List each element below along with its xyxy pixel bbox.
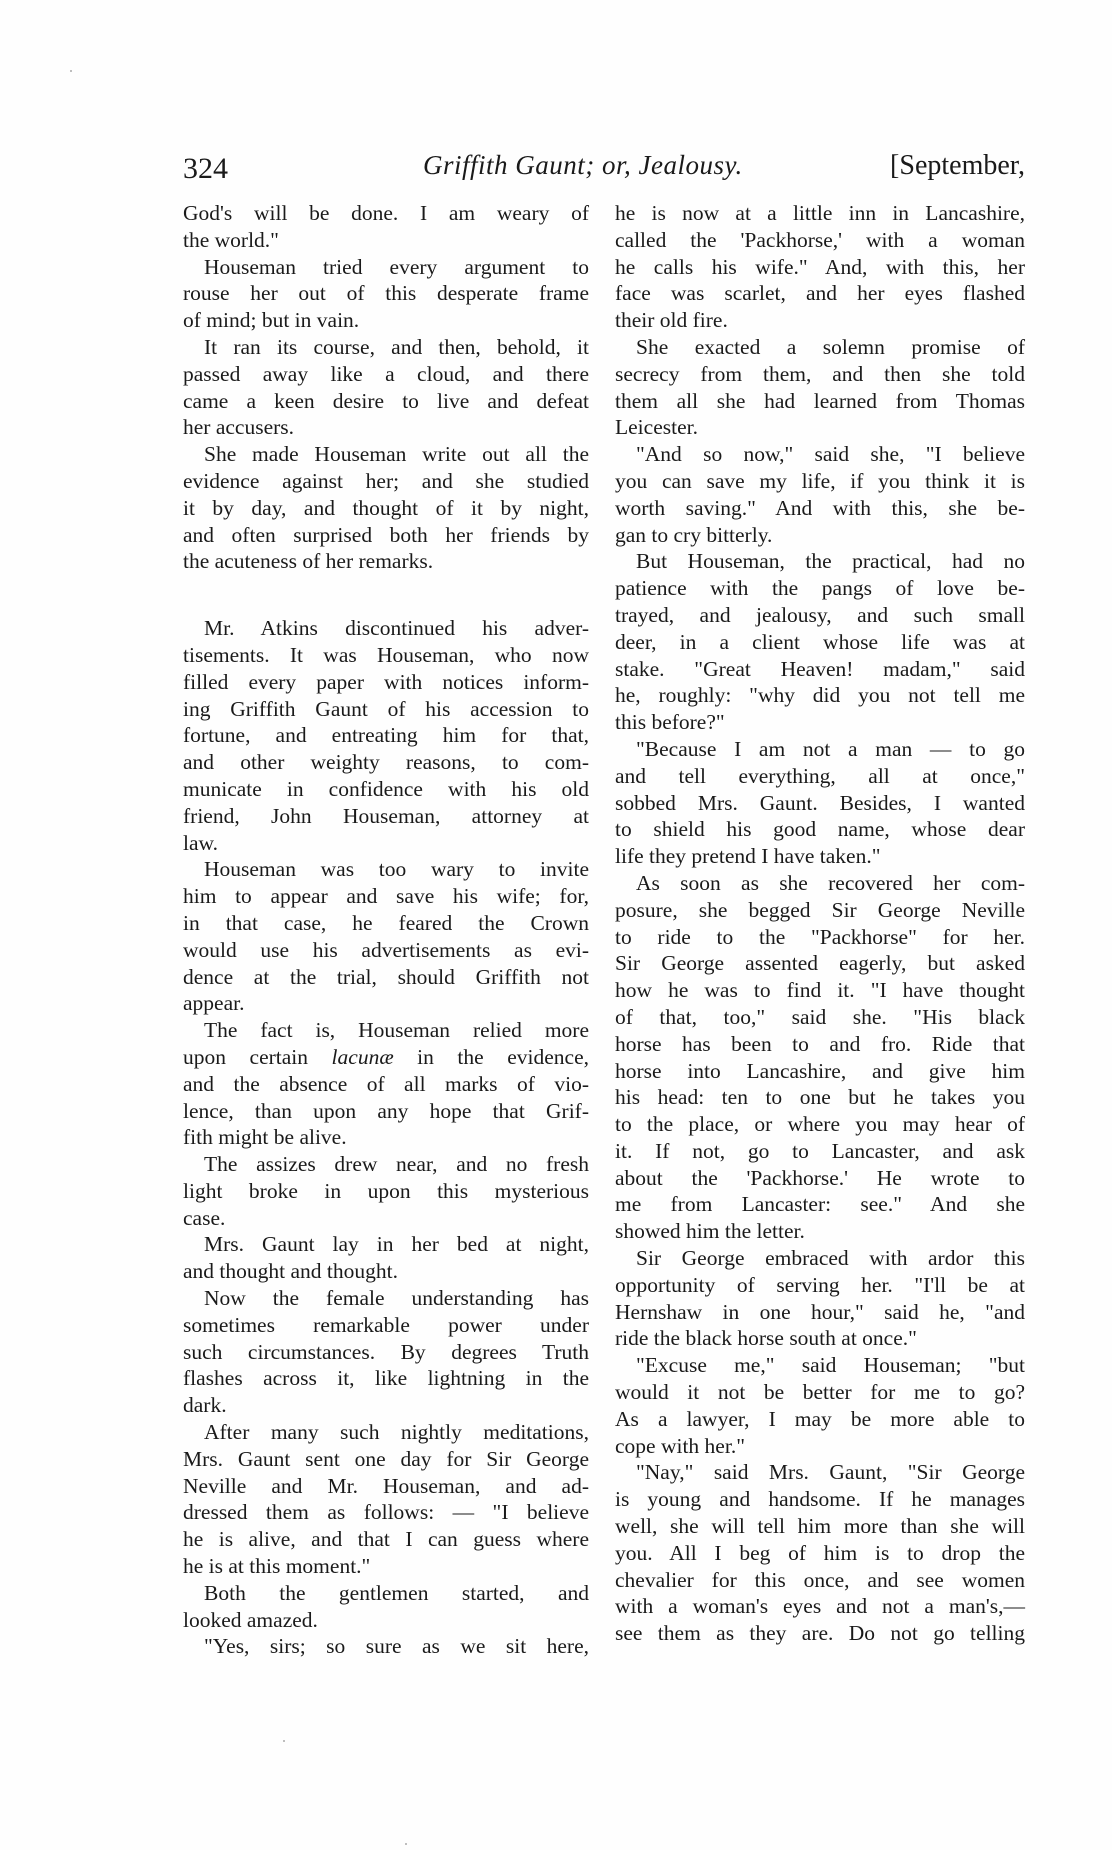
text-line: of that, too," said she. "His black: [615, 1004, 1025, 1029]
text-line: ride the black horse south at once.": [615, 1326, 917, 1351]
text-segment: upon certain: [183, 1044, 332, 1069]
text-line: well, she will tell him more than she will: [615, 1514, 1025, 1539]
text-line: how he was to find it. "I have thought: [615, 978, 1025, 1003]
running-header: [183, 150, 1025, 190]
paragraph: [183, 1017, 589, 1151]
text-line: [183, 1044, 589, 1071]
text-line: evidence against her; and she studied: [183, 468, 589, 493]
text-line: flashes across it, like lightning in the: [183, 1366, 589, 1391]
text-line: Leicester.: [615, 415, 698, 440]
text-line: Mrs. Gaunt lay in her bed at night,: [204, 1232, 589, 1257]
text-line: me from Lancaster: see." And she: [615, 1192, 1025, 1217]
paragraph: [183, 856, 589, 1017]
text-line: life they pretend I have taken.": [615, 844, 881, 869]
text-line: passed away like a cloud, and there: [183, 361, 589, 386]
text-line: appear.: [183, 991, 245, 1016]
text-line: lence, than upon any hope that Grif-: [183, 1098, 589, 1123]
text-line: he is at this moment.": [183, 1554, 371, 1579]
paragraph: [183, 1285, 589, 1419]
text-line: and the absence of all marks of vio-: [183, 1071, 589, 1096]
text-line: deer, in a client whose life was at: [615, 629, 1025, 654]
text-line: to ride to the "Packhorse" for her.: [615, 924, 1025, 949]
page-number: 324: [183, 152, 228, 185]
paragraph: [615, 1245, 1025, 1352]
text-line: sometimes remarkable power under: [183, 1312, 589, 1337]
paragraph: [615, 200, 1025, 334]
text-line: you. All I beg of him is to drop the: [615, 1540, 1025, 1565]
text-line: "And so now," said she, "I believe: [636, 442, 1025, 467]
left-column: [183, 200, 589, 1660]
paragraph: [615, 736, 1025, 870]
text-line: God's will be done. I am weary of: [183, 201, 589, 225]
text-line: The fact is, Houseman relied more: [204, 1018, 589, 1043]
text-line: them all she had learned from Thomas: [615, 388, 1025, 413]
paragraph: [183, 1419, 589, 1580]
text-line: and tell everything, all at once,": [615, 763, 1025, 788]
section-break: [183, 575, 589, 615]
text-line: Mrs. Gaunt sent one day for Sir George: [183, 1446, 589, 1471]
text-line: horse into Lancashire, and give him: [615, 1058, 1025, 1083]
text-line: you can save my life, if you think it is: [615, 468, 1025, 493]
paragraph: [615, 548, 1025, 736]
text-line: their old fire.: [615, 308, 728, 333]
text-line: Sir George assented eagerly, but asked: [615, 951, 1025, 976]
paragraph: [183, 1633, 589, 1660]
text-line: and other weighty reasons, to com-: [183, 750, 589, 775]
paragraph: [615, 441, 1025, 548]
text-line: the acuteness of her remarks.: [183, 549, 434, 574]
text-line: Mr. Atkins discontinued his adver-: [204, 616, 589, 641]
text-line: patience with the pangs of love be-: [615, 576, 1025, 601]
scan-speck: [405, 1843, 407, 1845]
text-line: would use his advertisements as evi-: [183, 937, 589, 962]
text-line: he is now at a little inn in Lancashire,: [615, 201, 1025, 225]
text-line: secrecy from them, and then she told: [615, 361, 1025, 386]
paragraph: [183, 1231, 589, 1285]
text-line: and thought and thought.: [183, 1259, 398, 1284]
scan-speck: [70, 70, 72, 72]
text-segment: in the evidence,: [393, 1044, 589, 1069]
text-line: She made Houseman write out all the: [204, 442, 589, 467]
text-line: ing Griffith Gaunt of his accession to: [183, 696, 589, 721]
text-line: he calls his wife." And, with this, her: [615, 254, 1025, 279]
paragraph: [183, 334, 589, 441]
text-line: As soon as she recovered her com-: [636, 870, 1025, 895]
text-line: As a lawyer, I may be more able to: [615, 1406, 1025, 1431]
text-line: fortune, and entreating him for that,: [183, 723, 589, 748]
text-line: dence at the trial, should Griffith not: [183, 964, 589, 989]
text-line: face was scarlet, and her eyes flashed: [615, 281, 1025, 306]
text-line: and often surprised both her friends by: [183, 522, 589, 547]
text-line: gan to cry bitterly.: [615, 522, 773, 547]
text-line: She exacted a solemn promise of: [636, 334, 1025, 359]
text-line: Sir George embraced with ardor this: [636, 1246, 1025, 1271]
text-line: this before?": [615, 710, 725, 735]
text-line: would it not be better for me to go?: [615, 1380, 1025, 1405]
text-line: Houseman tried every argument to: [204, 254, 589, 279]
paragraph: [615, 870, 1025, 1245]
text-line: Both the gentlemen started, and: [204, 1580, 589, 1605]
text-line: he, roughly: "why did you not tell me: [615, 683, 1025, 708]
scan-speck: [283, 1740, 285, 1742]
text-line: "Excuse me," said Houseman; "but: [636, 1353, 1025, 1378]
text-line: to shield his good name, whose dear: [615, 817, 1025, 842]
text-line: called the 'Packhorse,' with a woman: [615, 227, 1025, 252]
text-line: posure, she begged Sir George Neville: [615, 897, 1025, 922]
text-line: worth saving." And with this, she be-: [615, 495, 1025, 520]
text-line: came a keen desire to live and defeat: [183, 388, 589, 413]
text-line: trayed, and jealousy, and such small: [615, 602, 1025, 627]
text-line: municate in confidence with his old: [183, 776, 589, 801]
text-line: with a woman's eyes and not a man's,—: [615, 1594, 1025, 1619]
paragraph: [615, 334, 1025, 441]
text-line: opportunity of serving her. "I'll be at: [615, 1272, 1025, 1297]
text-line: dark.: [183, 1393, 227, 1418]
text-line: he is alive, and that I can guess where: [183, 1527, 589, 1552]
text-line: Neville and Mr. Houseman, and ad-: [183, 1473, 589, 1498]
text-line: see them as they are. Do not go telling: [615, 1621, 1025, 1646]
text-line: filled every paper with notices inform-: [183, 669, 589, 694]
text-line: stake. "Great Heaven! madam," said: [615, 656, 1025, 681]
text-line: chevalier for this once, and see women: [615, 1567, 1025, 1592]
text-line: It ran its course, and then, behold, it: [204, 334, 589, 359]
text-line: his head: ten to one but he takes you: [615, 1085, 1025, 1110]
text-line: her accusers.: [183, 415, 295, 440]
running-title: Griffith Gaunt; or, Jealousy.: [423, 150, 743, 180]
text-line: rouse her out of this desperate frame: [183, 281, 589, 306]
text-line: "Yes, sirs; so sure as we sit here,: [204, 1634, 589, 1659]
text-line: The assizes drew near, and no fresh: [204, 1152, 589, 1177]
text-line: Houseman was too wary to invite: [204, 857, 589, 882]
text-line: friend, John Houseman, attorney at: [183, 803, 589, 828]
text-line: After many such nightly meditations,: [204, 1420, 589, 1445]
text-line: it by day, and thought of it by night,: [183, 495, 589, 520]
text-line: to the place, or where you may hear of: [615, 1112, 1025, 1137]
text-line: showed him the letter.: [615, 1219, 805, 1244]
text-line: "Because I am not a man — to go: [636, 736, 1025, 761]
text-line: in that case, he feared the Crown: [183, 910, 589, 935]
italic-text: lacunæ: [331, 1044, 394, 1069]
text-line: "Nay," said Mrs. Gaunt, "Sir George: [636, 1460, 1025, 1485]
text-line: Hernshaw in one hour," said he, "and: [615, 1299, 1025, 1324]
paragraph: [615, 1352, 1025, 1459]
text-line: tisements. It was Houseman, who now: [183, 642, 589, 667]
text-line: law.: [183, 830, 219, 855]
text-line: of mind; but in vain.: [183, 308, 360, 333]
paragraph: [183, 200, 589, 254]
paragraph: [183, 1151, 589, 1231]
paragraph: [615, 1459, 1025, 1647]
text-line: horse has been to and fro. Ride that: [615, 1031, 1025, 1056]
text-line: cope with her.": [615, 1433, 745, 1458]
paragraph: [183, 441, 589, 575]
paragraph: [183, 615, 589, 856]
text-line: But Houseman, the practical, had no: [636, 549, 1025, 574]
text-line: about the 'Packhorse.' He wrote to: [615, 1165, 1025, 1190]
text-line: such circumstances. By degrees Truth: [183, 1339, 589, 1364]
text-line: dressed them as follows: — "I believe: [183, 1500, 589, 1525]
issue-month: [September,: [890, 150, 1025, 181]
paragraph: [183, 1580, 589, 1634]
text-line: Now the female understanding has: [204, 1286, 589, 1311]
text-line: sobbed Mrs. Gaunt. Besides, I wanted: [615, 790, 1025, 815]
text-line: him to appear and save his wife; for,: [183, 884, 589, 909]
text-line: case.: [183, 1205, 226, 1230]
paragraph: [183, 254, 589, 334]
text-line: it. If not, go to Lancaster, and ask: [615, 1138, 1025, 1163]
text-line: is young and handsome. If he manages: [615, 1487, 1025, 1512]
text-line: fith might be alive.: [183, 1125, 347, 1150]
text-line: the world.": [183, 227, 279, 252]
text-line: light broke in upon this mysterious: [183, 1178, 589, 1203]
right-column: [615, 200, 1025, 1647]
text-line: looked amazed.: [183, 1607, 318, 1632]
